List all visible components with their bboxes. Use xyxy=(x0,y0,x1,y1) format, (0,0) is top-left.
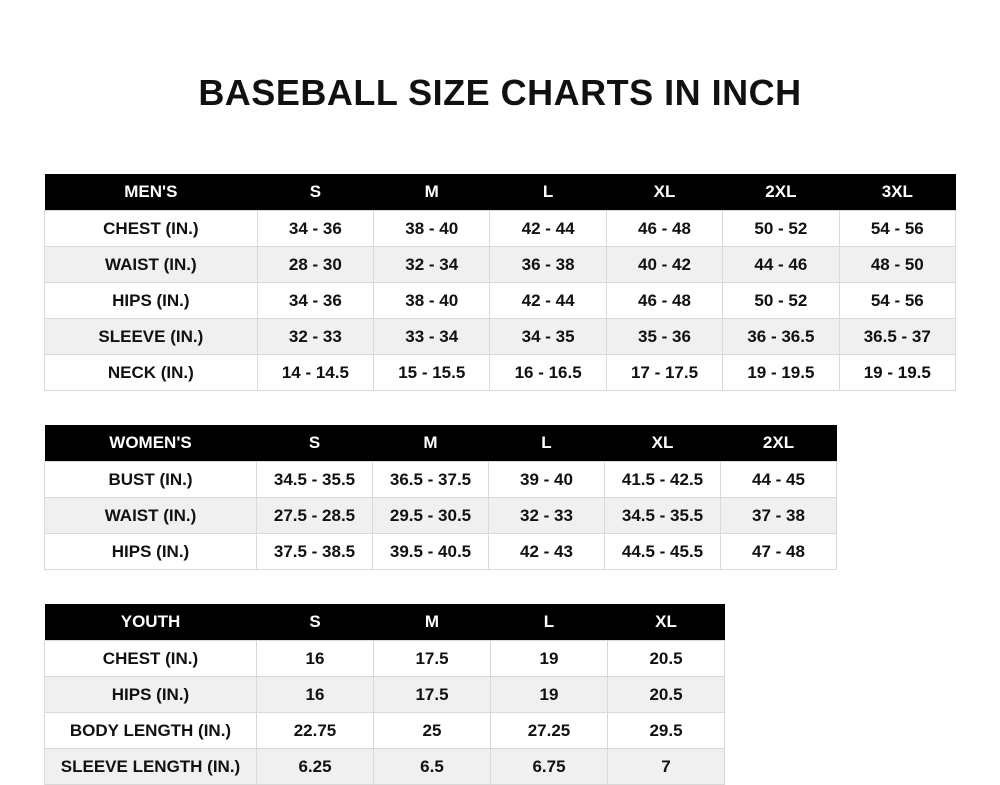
table-cell: 20.5 xyxy=(608,641,725,677)
row-header: BUST (IN.) xyxy=(45,462,257,498)
column-header: MEN'S xyxy=(45,174,258,211)
table-cell: 7 xyxy=(608,749,725,785)
table-header-row xyxy=(45,604,725,641)
table-cell: 27.5 - 28.5 xyxy=(257,498,373,534)
table-cell: 38 - 40 xyxy=(374,283,490,319)
mens-size-table xyxy=(44,174,956,391)
table-row xyxy=(45,247,956,283)
table-cell: 39.5 - 40.5 xyxy=(373,534,489,570)
table-row xyxy=(45,677,725,713)
table-row xyxy=(45,462,837,498)
table-cell: 37.5 - 38.5 xyxy=(257,534,373,570)
table-cell: 40 - 42 xyxy=(606,247,722,283)
table-cell: 32 - 34 xyxy=(374,247,490,283)
table-cell: 15 - 15.5 xyxy=(374,355,490,391)
table-row xyxy=(45,211,956,247)
table-row xyxy=(45,355,956,391)
column-header: S xyxy=(257,604,374,641)
table-cell: 50 - 52 xyxy=(723,211,839,247)
table-cell: 16 - 16.5 xyxy=(490,355,606,391)
table-cell: 27.25 xyxy=(491,713,608,749)
table-cell: 25 xyxy=(374,713,491,749)
table-cell: 34 - 36 xyxy=(257,283,373,319)
column-header: M xyxy=(374,174,490,211)
table-cell: 29.5 xyxy=(608,713,725,749)
table-cell: 34 - 36 xyxy=(257,211,373,247)
table-cell: 6.75 xyxy=(491,749,608,785)
table-row xyxy=(45,749,725,785)
column-header: 2XL xyxy=(723,174,839,211)
table-cell: 16 xyxy=(257,677,374,713)
table-cell: 36.5 - 37 xyxy=(839,319,955,355)
table-cell: 29.5 - 30.5 xyxy=(373,498,489,534)
table-cell: 6.25 xyxy=(257,749,374,785)
table-cell: 6.5 xyxy=(374,749,491,785)
table-cell: 54 - 56 xyxy=(839,211,955,247)
table-cell: 32 - 33 xyxy=(257,319,373,355)
row-header: CHEST (IN.) xyxy=(45,641,257,677)
table-cell: 17 - 17.5 xyxy=(606,355,722,391)
table-cell: 20.5 xyxy=(608,677,725,713)
table-cell: 44.5 - 45.5 xyxy=(605,534,721,570)
table-cell: 46 - 48 xyxy=(606,211,722,247)
table-cell: 19 xyxy=(491,677,608,713)
table-cell: 28 - 30 xyxy=(257,247,373,283)
page-title: BASEBALL SIZE CHARTS IN INCH xyxy=(198,72,802,113)
column-header: S xyxy=(257,174,373,211)
column-header: M xyxy=(374,604,491,641)
row-header: WAIST (IN.) xyxy=(45,498,257,534)
table-cell: 38 - 40 xyxy=(374,211,490,247)
table-header-row xyxy=(45,174,956,211)
table-cell: 46 - 48 xyxy=(606,283,722,319)
mens-table-body xyxy=(45,211,956,391)
row-header: CHEST (IN.) xyxy=(45,211,258,247)
table-cell: 54 - 56 xyxy=(839,283,955,319)
column-header: XL xyxy=(608,604,725,641)
column-header: L xyxy=(490,174,606,211)
youth-table-header xyxy=(45,604,725,641)
table-cell: 22.75 xyxy=(257,713,374,749)
table-cell: 17.5 xyxy=(374,641,491,677)
column-header: L xyxy=(489,425,605,462)
table-cell: 47 - 48 xyxy=(721,534,837,570)
row-header: WAIST (IN.) xyxy=(45,247,258,283)
table-row xyxy=(45,534,837,570)
womens-table-body xyxy=(45,462,837,570)
table-header-row xyxy=(45,425,837,462)
table-cell: 44 - 45 xyxy=(721,462,837,498)
youth-table-body xyxy=(45,641,725,785)
row-header: SLEEVE LENGTH (IN.) xyxy=(45,749,257,785)
tables-container xyxy=(0,174,1000,785)
table-row xyxy=(45,641,725,677)
table-cell: 39 - 40 xyxy=(489,462,605,498)
column-header: XL xyxy=(605,425,721,462)
womens-size-table xyxy=(44,425,837,570)
mens-table-header xyxy=(45,174,956,211)
table-cell: 44 - 46 xyxy=(723,247,839,283)
table-row xyxy=(45,319,956,355)
table-cell: 19 - 19.5 xyxy=(839,355,955,391)
column-header: M xyxy=(373,425,489,462)
table-cell: 48 - 50 xyxy=(839,247,955,283)
table-cell: 36.5 - 37.5 xyxy=(373,462,489,498)
table-cell: 34 - 35 xyxy=(490,319,606,355)
column-header: XL xyxy=(606,174,722,211)
column-header: 3XL xyxy=(839,174,955,211)
youth-size-table xyxy=(44,604,725,785)
table-cell: 34.5 - 35.5 xyxy=(257,462,373,498)
table-cell: 16 xyxy=(257,641,374,677)
row-header: SLEEVE (IN.) xyxy=(45,319,258,355)
row-header: BODY LENGTH (IN.) xyxy=(45,713,257,749)
row-header: HIPS (IN.) xyxy=(45,534,257,570)
table-cell: 14 - 14.5 xyxy=(257,355,373,391)
table-cell: 17.5 xyxy=(374,677,491,713)
table-cell: 37 - 38 xyxy=(721,498,837,534)
table-cell: 41.5 - 42.5 xyxy=(605,462,721,498)
womens-table-header xyxy=(45,425,837,462)
column-header: S xyxy=(257,425,373,462)
column-header: YOUTH xyxy=(45,604,257,641)
row-header: NECK (IN.) xyxy=(45,355,258,391)
table-cell: 32 - 33 xyxy=(489,498,605,534)
table-cell: 19 - 19.5 xyxy=(723,355,839,391)
row-header: HIPS (IN.) xyxy=(45,677,257,713)
table-cell: 35 - 36 xyxy=(606,319,722,355)
table-cell: 36 - 38 xyxy=(490,247,606,283)
table-cell: 42 - 43 xyxy=(489,534,605,570)
table-cell: 42 - 44 xyxy=(490,283,606,319)
table-cell: 19 xyxy=(491,641,608,677)
row-header: HIPS (IN.) xyxy=(45,283,258,319)
table-row xyxy=(45,498,837,534)
table-cell: 42 - 44 xyxy=(490,211,606,247)
column-header: WOMEN'S xyxy=(45,425,257,462)
table-cell: 33 - 34 xyxy=(374,319,490,355)
column-header: 2XL xyxy=(721,425,837,462)
table-cell: 50 - 52 xyxy=(723,283,839,319)
table-cell: 34.5 - 35.5 xyxy=(605,498,721,534)
table-cell: 36 - 36.5 xyxy=(723,319,839,355)
column-header: L xyxy=(491,604,608,641)
table-row xyxy=(45,713,725,749)
table-row xyxy=(45,283,956,319)
